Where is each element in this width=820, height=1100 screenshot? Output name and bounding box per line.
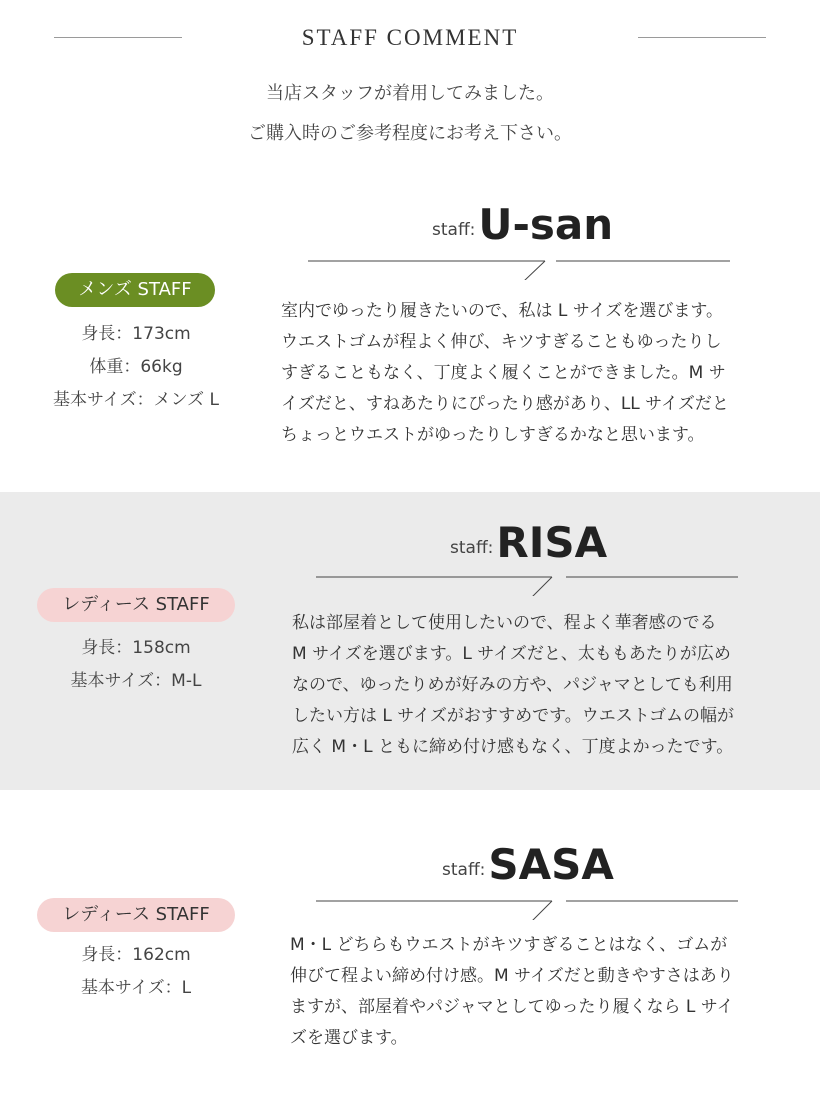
comment-line: したい方は L サイズがおすすめです。ウエストゴムの幅が — [292, 706, 735, 726]
comment-line: 伸びて程よい締め付け感。M サイズだと動きやすさはあり — [290, 966, 734, 986]
staff-prefix: staff: — [450, 538, 494, 558]
speech-divider — [314, 896, 754, 920]
intro-line: 当店スタッフが着用してみました。 — [266, 83, 554, 104]
staff-category-badge: レディース STAFF — [37, 898, 235, 932]
staff-name: RISA — [496, 518, 608, 567]
comment-line: ちょっとウエストがゆったりしすぎるかなと思います。 — [281, 425, 705, 445]
comment-line: すぎることもなく、丁度よく履くことができました。M サ — [281, 363, 726, 383]
comment-line: 広く M・L ともに締め付け感もなく、丁度よかったです。 — [292, 737, 734, 757]
staff-height: 身長：173cm — [81, 324, 191, 344]
staff-category-badge: メンズ STAFF — [55, 273, 215, 307]
comment-line: 室内でゆったり履きたいので、私は L サイズを選びます。 — [281, 301, 724, 321]
intro-line: ご購入時のご参考程度にお考え下さい。 — [248, 123, 572, 144]
comment-line: イズだと、すねあたりにぴったり感があり、LL サイズだと — [281, 394, 729, 414]
staff-prefix: staff: — [432, 220, 476, 240]
comment-line: なので、ゆったりめが好みの方や、パジャマとしても利用 — [292, 675, 733, 695]
staff-height: 身長：162cm — [81, 945, 191, 965]
comment-line: M・L どちらもウエストがキツすぎることはなく、ゴムが — [290, 935, 728, 955]
staff-profile — [0, 637, 272, 703]
staff-prefix: staff: — [442, 860, 486, 880]
staff-section-u-san — [0, 190, 820, 492]
staff-name-row — [450, 516, 607, 566]
page-header — [0, 0, 820, 60]
page-title: STAFF COMMENT — [301, 25, 519, 50]
comment-line: ウエストゴムが程よく伸び、キツすぎることもゆったりし — [281, 332, 722, 352]
comment-line: ますが、部屋着やパジャマとしてゆったり履くなら L サイ — [290, 997, 734, 1017]
staff-category-badge: レディース STAFF — [37, 588, 235, 622]
staff-name-row — [442, 838, 614, 888]
comment-line: ズを選びます。 — [290, 1028, 408, 1048]
staff-profile — [0, 323, 272, 422]
staff-weight: 体重：66kg — [89, 357, 183, 377]
staff-name: U-san — [478, 200, 614, 249]
comment-line: M サイズを選びます。L サイズだと、太ももあたりが広め — [292, 644, 731, 664]
speech-divider — [306, 256, 746, 280]
staff-base-size: 基本サイズ：メンズ L — [52, 390, 219, 410]
comment-line: 私は部屋着として使用したいので、程よく華奢感のでる — [292, 613, 717, 633]
staff-name: SASA — [488, 840, 614, 889]
staff-base-size: 基本サイズ：M-L — [70, 671, 202, 691]
staff-comment — [281, 296, 729, 451]
staff-comment — [292, 608, 734, 763]
staff-height: 身長：158cm — [81, 638, 191, 658]
staff-base-size: 基本サイズ：L — [80, 978, 192, 998]
staff-name-row — [432, 198, 613, 248]
staff-section-risa — [0, 492, 820, 790]
staff-comment — [290, 930, 734, 1054]
speech-divider — [314, 572, 754, 596]
staff-profile — [0, 944, 272, 1010]
header-divider-right — [638, 37, 766, 38]
staff-section-sasa — [0, 790, 820, 1100]
